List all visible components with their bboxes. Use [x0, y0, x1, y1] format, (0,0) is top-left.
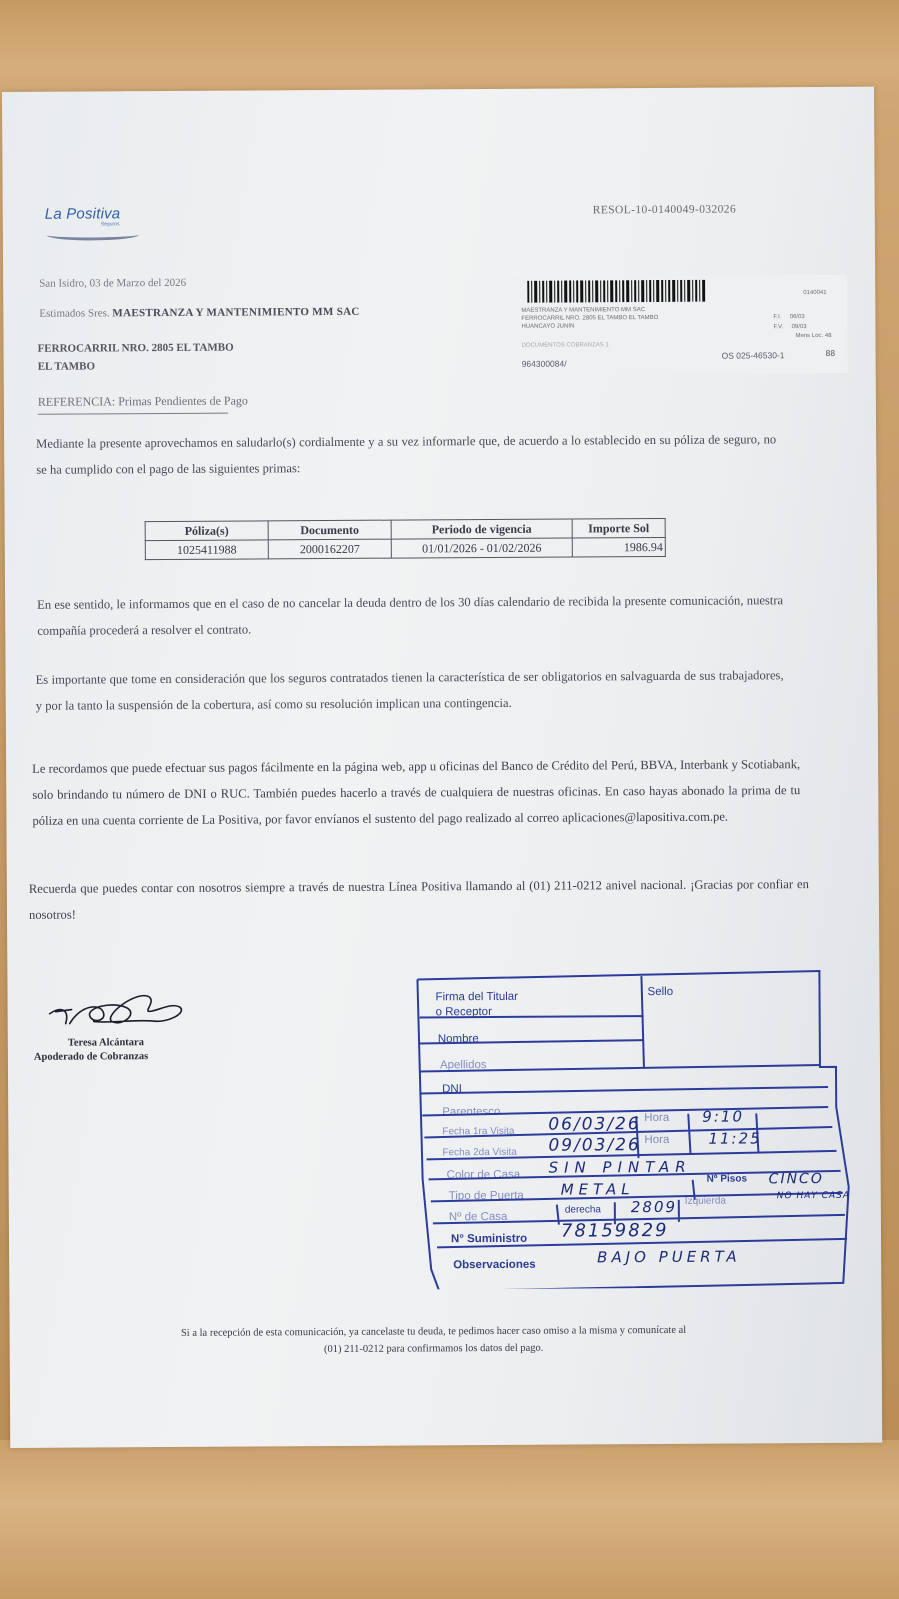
field-dni-label: DNI [442, 1083, 462, 1096]
handwritten-pisos: CINCO [768, 1171, 824, 1188]
label-os-num: 88 [825, 347, 836, 358]
resolution-code: RESOL-10-0140049-032026 [592, 203, 737, 217]
label-mens: Mens Loc. 48 [795, 332, 832, 340]
address-line-2: EL TAMBO [37, 360, 96, 373]
footer-note [104, 1321, 764, 1359]
column-header: Póliza(s) [145, 521, 268, 541]
letter-page [2, 87, 882, 1448]
paragraph-intro: Mediante la presente aprovechamos en saludarlo(s) cordialmente y a su vez informarle que, de acuerdo a lo establecido en su póliza de seguro, no se ha cumplido con el pago de las siguientes primas: [36, 432, 777, 477]
signature-icon [41, 983, 191, 1036]
handwritten-derecha: 2809 [630, 1197, 678, 1217]
label-line-3: HUANCAYO JUNIN [521, 323, 575, 330]
handwritten-hora1: 9:10 [702, 1107, 745, 1126]
logo-swoosh-icon [47, 229, 139, 241]
handwritten-hora2: 11:25 [708, 1129, 762, 1148]
field-tipo-puerta-label: Tipo de Puerta [448, 1189, 524, 1203]
field-sello-label: Sello [647, 985, 674, 999]
label-fv: F.V. 09/03 [773, 324, 807, 331]
handwritten-tipo-puerta: METAL [560, 1180, 635, 1199]
field-apellidos-label: Apellidos [439, 1059, 487, 1072]
field-fecha1-label: Fecha 1ra Visita [442, 1125, 515, 1138]
field-fecha2-label: Fecha 2da Visita [442, 1146, 517, 1159]
field-color-casa-label: Color de Casa [446, 1168, 521, 1182]
logo-subtitle: Seguros [100, 221, 120, 228]
address-line-1: FERROCARRIL NRO. 2805 EL TAMBO [37, 341, 234, 355]
label-line-2: FERROCARRIL NRO. 2805 EL TAMBO EL TAMBO [521, 314, 659, 322]
handwritten-izquierda: NO HAY CASA [776, 1190, 851, 1202]
field-firma-label-2: o Receptor [435, 1006, 492, 1019]
label-phone: 964300084/ [521, 358, 567, 369]
premiums-table [145, 518, 666, 560]
table-row [145, 537, 665, 559]
label-os: OS 025-46530-1 [721, 350, 785, 361]
paragraph-payment: Le recordamos que puede efectuar sus pagos fácilmente en la página web, app u oficinas del Banco de Crédito del Perú, BBVA, Interbank y Scotiabank, solo brindando tu número de DNI o RUC. También puedes hacerlo a través de cualquiera de nuestras oficinas. En caso hayas abonado la prima de tu póliza en una cuenta corriente de La Positiva, por favor envíanos el sustento del pago realizado al correo aplicaciones@lapositiva.com.pe. [32, 757, 801, 828]
greeting-prefix: Estimados Sres. [39, 307, 110, 320]
paragraph-warning: En ese sentido, le informamos que en el caso de no cancelar la deuda dentro de los 30 días calendario de recibida la presente comunicación, nuestra compañía procederá a resolver el contrato. [37, 593, 784, 638]
column-header: Importe Sol [572, 518, 665, 538]
table-cell: 1986.94 [572, 537, 665, 557]
handwritten-suministro: 78159829 [560, 1219, 669, 1242]
footer-line-1: Si a la recepción de esta comunicación, ya cancelaste tu deuda, te pedimos hacer caso omiso a la misma y comunícate al [180, 1324, 687, 1339]
footer-line-2: (01) 211-0212 para confirmamos los datos del pago. [323, 1342, 544, 1356]
handwritten-color-casa: SIN PINTAR [548, 1157, 692, 1177]
field-hora2-label: Hora [644, 1133, 670, 1147]
label-code: 0140041 [803, 289, 827, 297]
paragraph-contact: Recuerda que puedes contar con nosotros siempre a través de nuestra Línea Positiva llamando al (01) 211-0212 anivel nacional. ¡Gracias por confiar en nosotros! [28, 877, 809, 922]
paragraph-importance: Es importante que tome en consideración que los seguros contratados tienen la característica de ser obligatorios en salvaguarda de sus trabajadores, y por la tanto la suspensión de la cobertura, así como su resolución implican una contingencia. [35, 668, 784, 713]
field-pisos-label: Nº Pisos [706, 1173, 748, 1185]
field-nombre-label: Nombre [437, 1033, 479, 1046]
table-cell: 1025411988 [145, 540, 268, 560]
company-logo: La Positiva [44, 205, 121, 223]
table-cell: 01/01/2026 - 01/02/2026 [391, 538, 572, 558]
field-n-casa-label: Nº de Casa [448, 1210, 508, 1224]
label-line-4: DOCUMENTOS COBRANZAS 1 [521, 342, 609, 349]
handwritten-fecha1: 06/03/26 [548, 1114, 641, 1135]
company-name: MAESTRANZA Y MANTENIMIENTO MM SAC [112, 305, 360, 320]
field-hora1-label: Hora [644, 1111, 670, 1125]
reference-underline [38, 413, 228, 415]
handwritten-fecha2: 09/03/26 [548, 1135, 641, 1156]
table-cell: 2000162207 [268, 539, 391, 559]
table-surface [0, 1440, 899, 1599]
field-parentesco-label: Parentesco [442, 1105, 501, 1119]
column-header: Periodo de vigencia [391, 519, 572, 539]
label-line-1: MAESTRANZA Y MANTENIMIENTO MM SAC [521, 307, 646, 314]
field-derecha-label: derecha [564, 1204, 602, 1216]
handwritten-observaciones: BAJO PUERTA [597, 1247, 741, 1267]
signer-role: Apoderado de Cobranzas [33, 1051, 149, 1063]
field-firma-label-1: Firma del Titular [435, 990, 519, 1004]
barcode-icon [527, 280, 705, 303]
signer-name: Teresa Alcántara [67, 1037, 144, 1049]
column-header: Documento [268, 520, 391, 540]
reference-line: REFERENCIA: Primas Pendientes de Pago [37, 393, 248, 409]
field-suministro-label: N° Suministro [450, 1232, 528, 1246]
field-izquierda-label: Izquierda [684, 1195, 726, 1207]
label-fi: F.I. 06/03 [773, 314, 805, 321]
greeting-line [39, 306, 359, 320]
field-observaciones-label: Observaciones [453, 1258, 536, 1272]
letter-date: San Isidro, 03 de Marzo del 2026 [39, 276, 187, 290]
